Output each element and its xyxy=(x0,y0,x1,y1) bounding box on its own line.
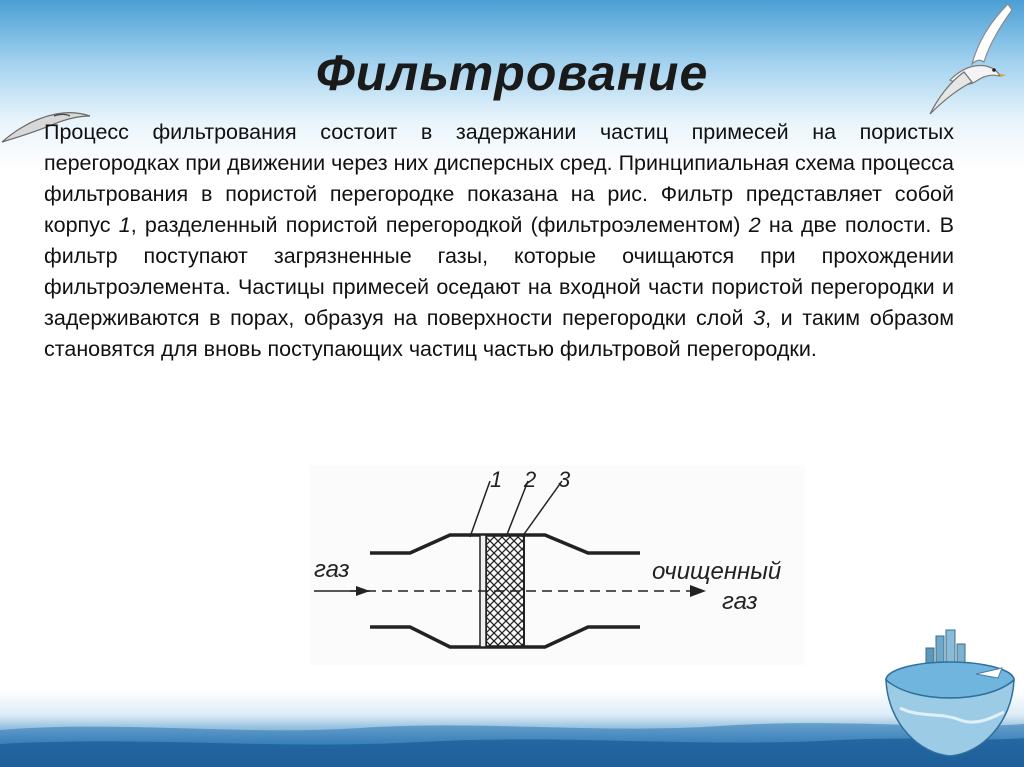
slide-title: Фильтрование xyxy=(315,45,709,101)
paragraph-part-1: Процесс фильтрования состоит в задержании частиц примесей на пористых перегородках при движении через них дисперсных сред. Принципиальная схема процесса фильтрования в пористой перегородке показана на рис. Фильтр представляет собой корпус xyxy=(44,120,954,237)
body-paragraph xyxy=(44,117,954,365)
inlet-label: газ xyxy=(314,556,350,583)
outlet-label-line1: очищенный xyxy=(652,558,782,585)
globe-city-icon xyxy=(880,628,1020,767)
leader-line-1 xyxy=(470,481,490,537)
diagram-label-2: 2 xyxy=(524,467,537,492)
paragraph-ref-filter-element: 2 xyxy=(748,213,761,237)
outlet-arrow-head xyxy=(690,585,706,597)
paragraph-part-3: на две полости. В фильтр поступают загрязненные газы, которые очищаются при прохождении фильтроэлемента. Частицы примесей оседают на входной части пористой перегородки и задерживаются в порах, образуя на поверхности перегородки слой xyxy=(44,213,955,330)
paragraph-ref-layer: 3 xyxy=(753,306,766,330)
diagram-label-1: 1 xyxy=(490,467,503,492)
paragraph-ref-housing: 1 xyxy=(118,213,131,237)
paragraph-part-4: , и таким образом становятся для вновь поступающих частиц частью фильтровой перегородки. xyxy=(44,306,954,361)
diagram-label-3: 3 xyxy=(558,467,571,492)
bottom-waves-decoration xyxy=(0,700,1024,767)
filter-diagram xyxy=(310,465,805,665)
paragraph-part-2: , разделенный пористой перегородкой (фильтроэлементом) xyxy=(130,213,749,237)
outlet-label-line2: газ xyxy=(722,588,758,615)
